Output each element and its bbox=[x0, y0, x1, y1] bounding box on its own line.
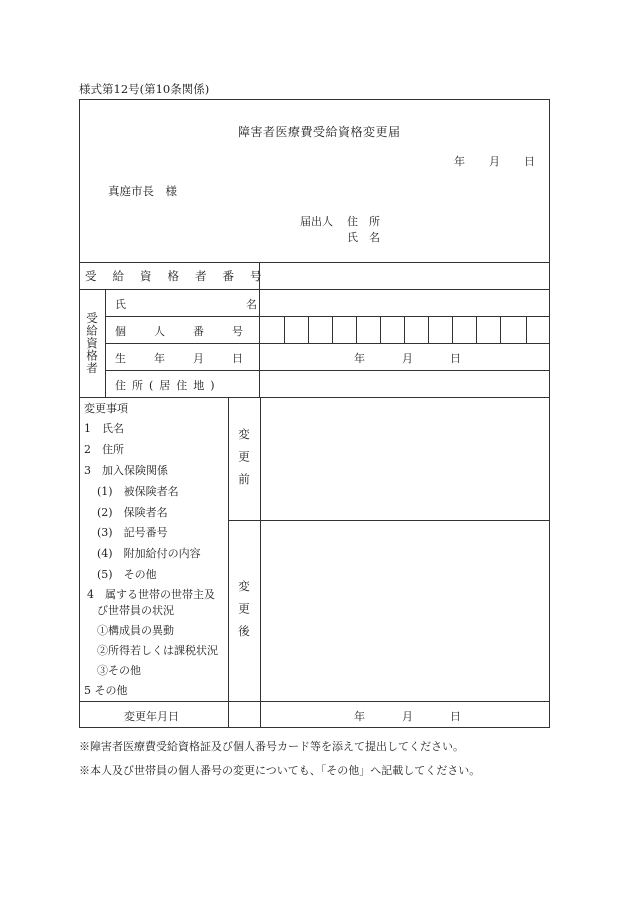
digit-divider bbox=[500, 316, 501, 343]
change-item: (1) 被保険者名 bbox=[97, 485, 179, 498]
change-heading: 変更事項 bbox=[84, 402, 128, 415]
digit-divider bbox=[356, 316, 357, 343]
change-item: ①構成員の異動 bbox=[97, 624, 174, 637]
change-item: ③その他 bbox=[97, 664, 141, 677]
change-item: 4 属する世帯の世帯主及 bbox=[87, 588, 215, 601]
change-item: 1 氏名 bbox=[84, 422, 124, 435]
digit-divider bbox=[332, 316, 333, 343]
rule-header-bottom bbox=[79, 262, 550, 263]
header-day-label: 日 bbox=[524, 155, 535, 168]
header-month-label: 月 bbox=[489, 155, 500, 168]
digit-divider bbox=[476, 316, 477, 343]
digit-divider bbox=[404, 316, 405, 343]
change-item: 2 住所 bbox=[84, 443, 124, 456]
form-title: 障害者医療費受給資格変更届 bbox=[238, 125, 401, 139]
notifier-label: 届出人 bbox=[300, 215, 333, 228]
rule-before-after bbox=[228, 520, 550, 521]
rule-group-column bbox=[105, 289, 106, 397]
rule-name bbox=[105, 316, 550, 317]
note-personal-number: ※本人及び世帯員の個人番号の変更についても、「その他」へ記載してください。 bbox=[79, 764, 481, 777]
change-item: (3) 記号番号 bbox=[97, 526, 168, 539]
change-item: び世帯員の状況 bbox=[97, 604, 174, 617]
notifier-name-label: 氏 名 bbox=[347, 231, 380, 244]
digit-divider bbox=[380, 316, 381, 343]
change-date-day-label: 日 bbox=[450, 710, 461, 723]
change-date-month-label: 月 bbox=[402, 710, 413, 723]
note-attachment: ※障害者医療費受給資格証及び個人番号カード等を添えて提出してください。 bbox=[79, 740, 464, 753]
recipient-number-text: 受給資格者番号 bbox=[85, 269, 278, 283]
change-before-text: 変更前 bbox=[237, 428, 251, 496]
personal-number-label: 個人番号 bbox=[115, 325, 271, 338]
digit-divider bbox=[452, 316, 453, 343]
digit-divider bbox=[308, 316, 309, 343]
recipient-group-text: 受給資格者 bbox=[85, 312, 99, 375]
change-after-label bbox=[236, 580, 252, 648]
rule-change-date bbox=[79, 701, 550, 702]
change-item: 5 その他 bbox=[84, 684, 128, 697]
name-label: 氏名 bbox=[115, 298, 377, 311]
rule-change-right bbox=[260, 397, 261, 728]
birth-year-label: 年 bbox=[354, 352, 365, 365]
digit-divider bbox=[428, 316, 429, 343]
rule-recipient-number bbox=[79, 289, 550, 290]
change-item: (5) その他 bbox=[97, 568, 157, 581]
form-number: 様式第12号(第10条関係) bbox=[79, 82, 210, 96]
addressee: 真庭市長 様 bbox=[108, 184, 177, 198]
birth-month-label: 月 bbox=[402, 352, 413, 365]
change-item: (2) 保険者名 bbox=[97, 506, 168, 519]
header-year-label: 年 bbox=[454, 155, 465, 168]
rule-address bbox=[79, 397, 550, 398]
birth-date-label: 生年月日 bbox=[115, 352, 271, 365]
change-item: (4) 附加給付の内容 bbox=[97, 547, 201, 560]
birth-day-label: 日 bbox=[450, 352, 461, 365]
notifier-address-label: 住 所 bbox=[347, 215, 380, 228]
recipient-number-label bbox=[85, 268, 278, 284]
change-date-label: 変更年月日 bbox=[124, 710, 179, 723]
rule-personal-number bbox=[105, 343, 550, 344]
change-date-year-label: 年 bbox=[354, 710, 365, 723]
change-item: 3 加入保険関係 bbox=[84, 464, 168, 477]
recipient-group-label bbox=[84, 312, 100, 375]
digit-divider bbox=[526, 316, 527, 343]
change-before-label bbox=[236, 428, 252, 496]
address-label: 住所(居住地) bbox=[115, 379, 221, 392]
change-after-text: 変更後 bbox=[237, 580, 251, 648]
rule-change-left bbox=[228, 397, 229, 728]
rule-birth-date bbox=[105, 370, 550, 371]
change-item: ②所得若しくは課税状況 bbox=[97, 644, 218, 657]
digit-divider bbox=[284, 316, 285, 343]
